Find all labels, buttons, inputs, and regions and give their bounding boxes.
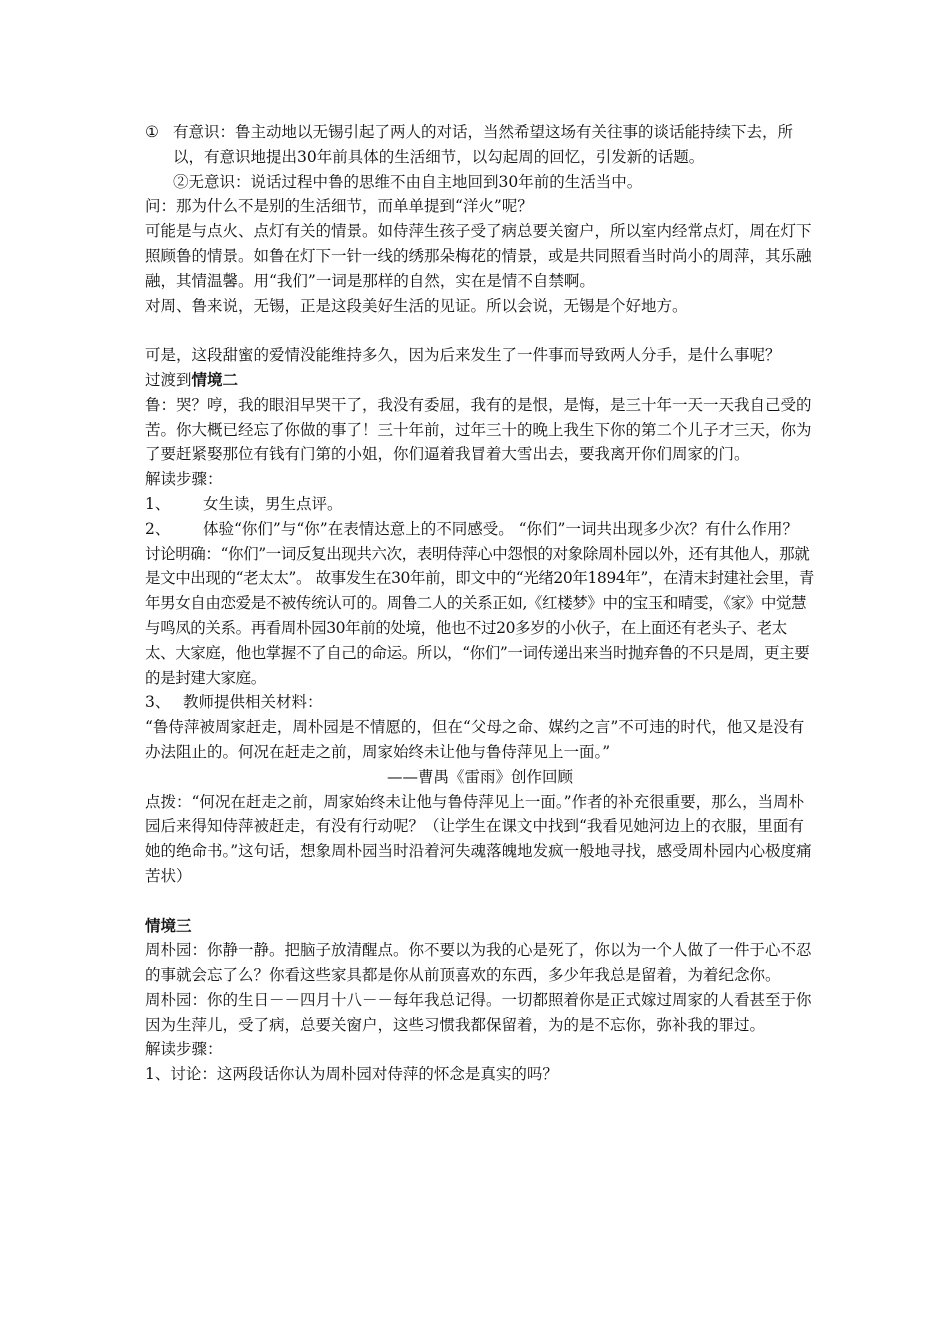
lu-speech: 鲁：哭？哼，我的眼泪早哭干了，我没有委屈，我有的是恨，是悔，是三十年一天一天我自己受的苦。你大概已经忘了你做的事了！三十年前，过年三十的晚上我生下你的第二个儿子才三天，你为了要赶紧娶那位有钱有门第的小姐，你们逼着我冒着大雪出去，要我离开你们周家的门。 bbox=[145, 395, 812, 464]
steps-label: 解读步骤： bbox=[145, 470, 223, 489]
scene-3-title bbox=[145, 914, 815, 939]
point-conscious bbox=[145, 120, 815, 170]
step-1 bbox=[145, 492, 815, 517]
transition-prefix: 过渡到 bbox=[145, 370, 192, 389]
step-1-text: 女生读，男生点评。 bbox=[203, 494, 343, 513]
document-body bbox=[145, 120, 815, 1087]
step-2 bbox=[145, 517, 815, 542]
discussion-1: 1、讨论：这两段话你认为周朴园对侍萍的怀念是真实的吗？ bbox=[145, 1065, 558, 1084]
discussion-conclusion: 讨论明确：“你们”一词反复出现共六次，表明侍萍心中怨恨的对象除周朴园以外，还有其他人，那就是文中出现的“老太太”。 故事发生在30年前，即文中的“光绪20年1894年”，在清末封建社会里，青年男女自由恋爱是不被传统认可的。周鲁二人的关系正如,《红楼梦》中的宝玉和晴雯，《家》中觉慧与鸣凤的关系。再看周朴园30年前的处境，他也不过20多岁的小伙子，在上面还有老头子、老太太、大家庭，他也掌握不了自己的命运。所以，“你们”一词传递出来当时抛弃鲁的不只是周，更主要的是封建大家庭。 bbox=[145, 544, 815, 687]
circled-number-1: ① bbox=[145, 123, 159, 141]
step-3-number: 3、 bbox=[145, 693, 171, 712]
answer-matches: 可能是与点火、点灯有关的情景。如侍萍生孩子受了病总要关窗户，所以室内经常点灯，周在灯下照顾鲁的情景。如鲁在灯下一针一线的绣那朵梅花的情景，或是共同照看当时尚小的周萍，其乐融融，其情温馨。用“我们”一词是那样的自然，实在是情不自禁啊。 bbox=[145, 222, 812, 290]
quote-source: ——曹禺《雷雨》创作回顾 bbox=[386, 767, 573, 786]
step-3 bbox=[145, 690, 815, 715]
step-2-text: 体验“你们”与“你”在表情达意上的不同感受。 “你们”一词共出现多少次？有什么作用？ bbox=[203, 519, 798, 538]
transition-heading bbox=[145, 368, 815, 393]
blank-line bbox=[145, 889, 815, 914]
scene-2-title: 情境二 bbox=[191, 369, 239, 389]
material-quote: “鲁侍萍被周家赶走，周朴园是不情愿的，但在“父母之命、媒约之言”不可违的时代，他又是没有办法阻止的。何况在赶走之前，周家始终未让他与鲁侍萍见上一面。” bbox=[145, 718, 805, 761]
step-3-text: 教师提供相关材料： bbox=[183, 693, 323, 712]
point-conscious-text: 有意识：鲁主动地以无锡引起了两人的对话，当然希望这场有关往事的谈话能持续下去，所以，有意识地提出30年前具体的生活细节，以勾起周的回忆，引发新的话题。 bbox=[173, 123, 794, 166]
blank-line bbox=[145, 318, 815, 343]
steps-label-2: 解读步骤： bbox=[145, 1040, 223, 1059]
zhou-speech-2: 周朴园：你的生日－－四月十八－－每年我总记得。一切都照着你是正式嫁过周家的人看甚至于你因为生萍儿，受了病，总要关窗户，这些习惯我都保留着，为的是不忘你，弥补我的罪过。 bbox=[145, 990, 812, 1034]
scene-3-title-text: 情境三 bbox=[145, 915, 192, 935]
point-unconscious: ②无意识：说话过程中鲁的思维不由自主地回到30年前的生活当中。 bbox=[173, 172, 643, 191]
step-1-number: 1、 bbox=[145, 494, 171, 513]
question-matches: 问：那为什么不是别的生活细节，而单单提到“洋火”呢？ bbox=[145, 197, 533, 216]
zhou-speech-1: 周朴园：你静一静。把脑子放清醒点。你不要以为我的心是死了，你以为一个人做了一件于心不忍的事就会忘了么？你看这些家具都是你从前顶喜欢的东西，多少年我总是留着，为着纪念你。 bbox=[145, 941, 812, 985]
hint-paragraph: 点拨：“何况在赶走之前，周家始终未让他与鲁侍萍见上一面。”作者的补充很重要，那么，当周朴园后来得知侍萍被赶走，有没有行动呢？（让学生在课文中找到“我看见她河边上的衣服，里面有她的绝命书。”这句话，想象周朴园当时沿着河失魂落魄地发疯一般地寻找，感受周朴园内心极度痛苦状） bbox=[145, 792, 812, 885]
answer-wuxi: 对周、鲁来说，无锡，正是这段美好生活的见证。所以会说，无锡是个好地方。 bbox=[145, 296, 688, 315]
paragraph-love: 可是，这段甜蜜的爱情没能维持多久，因为后来发生了一件事而导致两人分手，是什么事呢？ bbox=[145, 346, 781, 365]
step-2-number: 2、 bbox=[145, 519, 171, 538]
